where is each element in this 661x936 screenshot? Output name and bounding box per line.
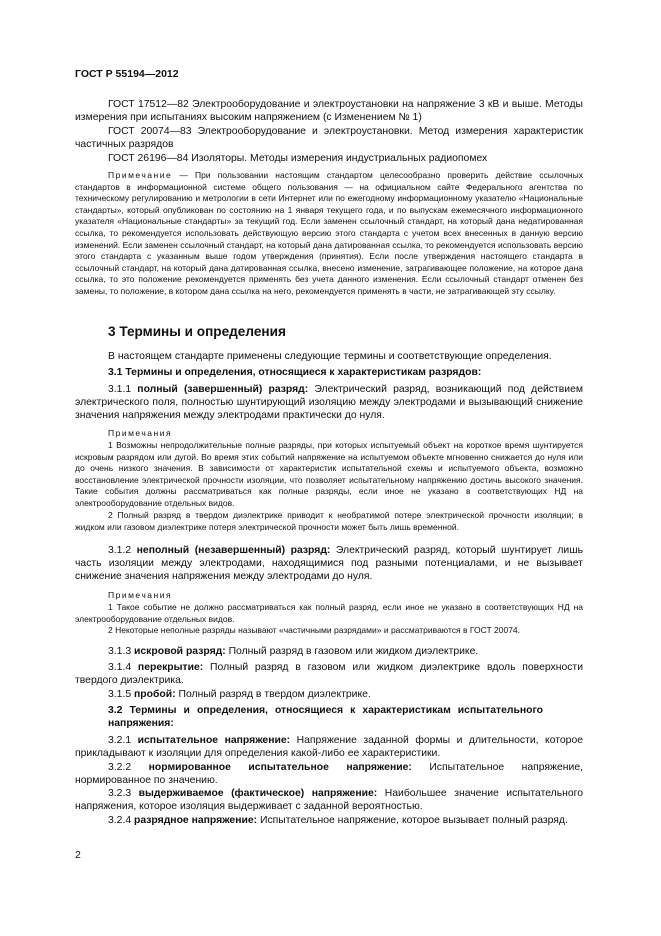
term-definition: Напряжение заданной формы и длительности, которое прикладывают к изоляции для определения какой-либо ее характеристики. (75, 735, 584, 760)
term-3-2-3 (75, 787, 583, 813)
subsection-3-1-title: 3.1 Термины и определения, относящиеся к характеристикам разрядов: (108, 367, 482, 378)
note-text: — При пользовании настоящим стандартом целесообразно проверить действие ссылочных стандартов в информационной системе общего пользования — на официальном сайте Федерального агентства по техническому регулированию и метрологии в сети Интернет или по ежегодному информационному указателю «Национальные стандарты», который опубликован по состоянию на 1 января текущего года, и по выпускам ежемесячного информационного указателя «Национальные стандарты» за текущий год. Если заменен ссылочный стандарт, на который дана недатированная ссылка, то рекомендуется использовать действующую версию этого стандарта с учетом всех внесенных в данную версию изменений. Если заменен ссылочный стандарт, на который дана датированная ссылка, то рекомендуется использовать версию этого стандарта с указанным выше годом утверждения (принятия). Если после утверждения настоящего стандарта в ссылочный стандарт, на который дана датированная ссылка, внесено изменение, затрагивающее положение, на которое дана ссылка, то это положение рекомендуется применять без учета данного изменения. Если ссылочный стандарт отменен без замены, то положение, в котором дана ссылка на него, рекомендуется применять в части, не затрагивающей эту ссылку. (75, 170, 583, 296)
term-definition: Полный разряд в газовом или жидком диэлектрике вдоль поверхности твердого диэлектрика. (75, 662, 584, 687)
note-label: Примечание (108, 170, 173, 180)
term-3-1-4 (75, 661, 583, 687)
section-intro: В настоящем стандарте применены следующие термины и соответствующие определения. (108, 351, 552, 362)
term-definition: Испытательное напряжение, которое вызывает полный разряд. (260, 815, 568, 826)
term-number: 3.1.4 (108, 662, 132, 673)
term-name: испытательное напряжение: (137, 735, 291, 746)
term-definition: Наибольшее значение испытательного напряжения, которое изоляция выдерживает с заданной вероятностью. (75, 788, 583, 813)
term-name: полный (завершенный) разряд: (137, 384, 309, 395)
term-name: выдерживаемое (фактическое) напряжение: (138, 788, 378, 799)
section-title: 3 Термины и определения (108, 324, 286, 339)
note-3-1-2-1: 1 Такое событие не должно рассматриваться как полный разряд, если иное не указано в соответствующих НД на электрооборудование отдельных видов. (75, 602, 583, 624)
term-definition: Электрический разряд, возникающий под действием электрического поля, полностью шунтирующий изоляцию между электродами и вызывающий снижение значения напряжения между электродами практически до нуля. (75, 384, 583, 422)
reference-gost-20074: ГОСТ 20074—83 Электрооборудование и электроустановки. Метод измерения характеристик частичных разрядов (75, 126, 583, 151)
term-3-1-5 (75, 688, 583, 701)
term-definition: Испытательное напряжение, нормированное по значению. (75, 762, 583, 787)
term-number: 3.1.2 (108, 545, 132, 556)
term-number: 3.2.2 (108, 762, 132, 773)
term-3-1-3 (75, 645, 583, 658)
term-name: разрядное напряжение: (134, 815, 258, 826)
note-3-1-1-1: 1 Возможны непродолжительные полные разряды, при которых испытуемый объект на короткое время шунтируется искровым разрядом или дугой. Во время этих событий напряжение на испытуемом объекте мгновенно снижается до нуля или до очень низкого значения. В зависимости от характеристик испытательной схемы и испытуемого объекта, возможно восстановление электрической прочности изоляции, что позволяет испытательному напряжению достичь высокого значения. Такие события должны рассматриваться как полные разряды, если иное не указано в соответствующих НД на электрооборудование отдельных видов. (75, 440, 583, 508)
term-name: нормированное испытательное напряжение: (148, 762, 412, 773)
term-number: 3.2.4 (108, 815, 132, 826)
term-definition: Электрический разряд, который шунтирует лишь часть изоляции между электродами, находящимися под разными потенциалами, и не вызывает снижение значения напряжения между электродами до нуля. (75, 545, 583, 583)
term-3-2-4 (75, 814, 583, 827)
term-name: искровой разряд: (134, 646, 226, 657)
note-3-1-2-2: 2 Некоторые неполные разряды называют «частичными разрядами» и рассматриваются в ГОСТ 20074. (108, 625, 521, 635)
subsection-3-2-title: 3.2 Термины и определения, относящиеся к характеристикам испытательного напряжения: (108, 705, 543, 730)
term-name: неполный (незавершенный) разряд: (136, 545, 331, 556)
term-definition: Полный разряд в твердом диэлектрике. (178, 689, 371, 700)
term-definition: Полный разряд в газовом или жидком диэлектрике. (228, 646, 479, 657)
document-header: ГОСТ Р 55194—2012 (75, 68, 179, 80)
term-name: пробой: (134, 689, 176, 700)
term-name: перекрытие: (137, 662, 204, 673)
reference-gost-26196: ГОСТ 26196—84 Изоляторы. Методы измерения индустриальных радиопомех (108, 153, 488, 164)
term-number: 3.1.1 (108, 384, 132, 395)
term-number: 3.2.3 (108, 788, 132, 799)
term-number: 3.2.1 (108, 735, 132, 746)
term-3-1-1 (75, 383, 583, 423)
reference-gost-17512: ГОСТ 17512—82 Электрооборудование и электроустановки на напряжение 3 кВ и выше. Методы измерения при испытаниях высоким напряжением (с Изменением № 1) (75, 99, 583, 124)
term-number: 3.1.3 (108, 646, 132, 657)
notes-label: Примечания (108, 590, 173, 600)
term-number: 3.1.5 (108, 689, 132, 700)
page-number: 2 (75, 849, 81, 861)
note-3-1-1-2: 2 Полный разряд в твердом диэлектрике приводит к необратимой потере электрической прочности изоляции; в жидком или газовом диэлектрике потеря электрической прочности может быть лишь временной. (75, 510, 583, 532)
term-3-2-2 (75, 761, 583, 787)
notes-label: Примечания (108, 428, 173, 438)
term-3-2-1 (75, 734, 583, 760)
term-3-1-2 (75, 544, 583, 584)
references-note (75, 170, 583, 298)
